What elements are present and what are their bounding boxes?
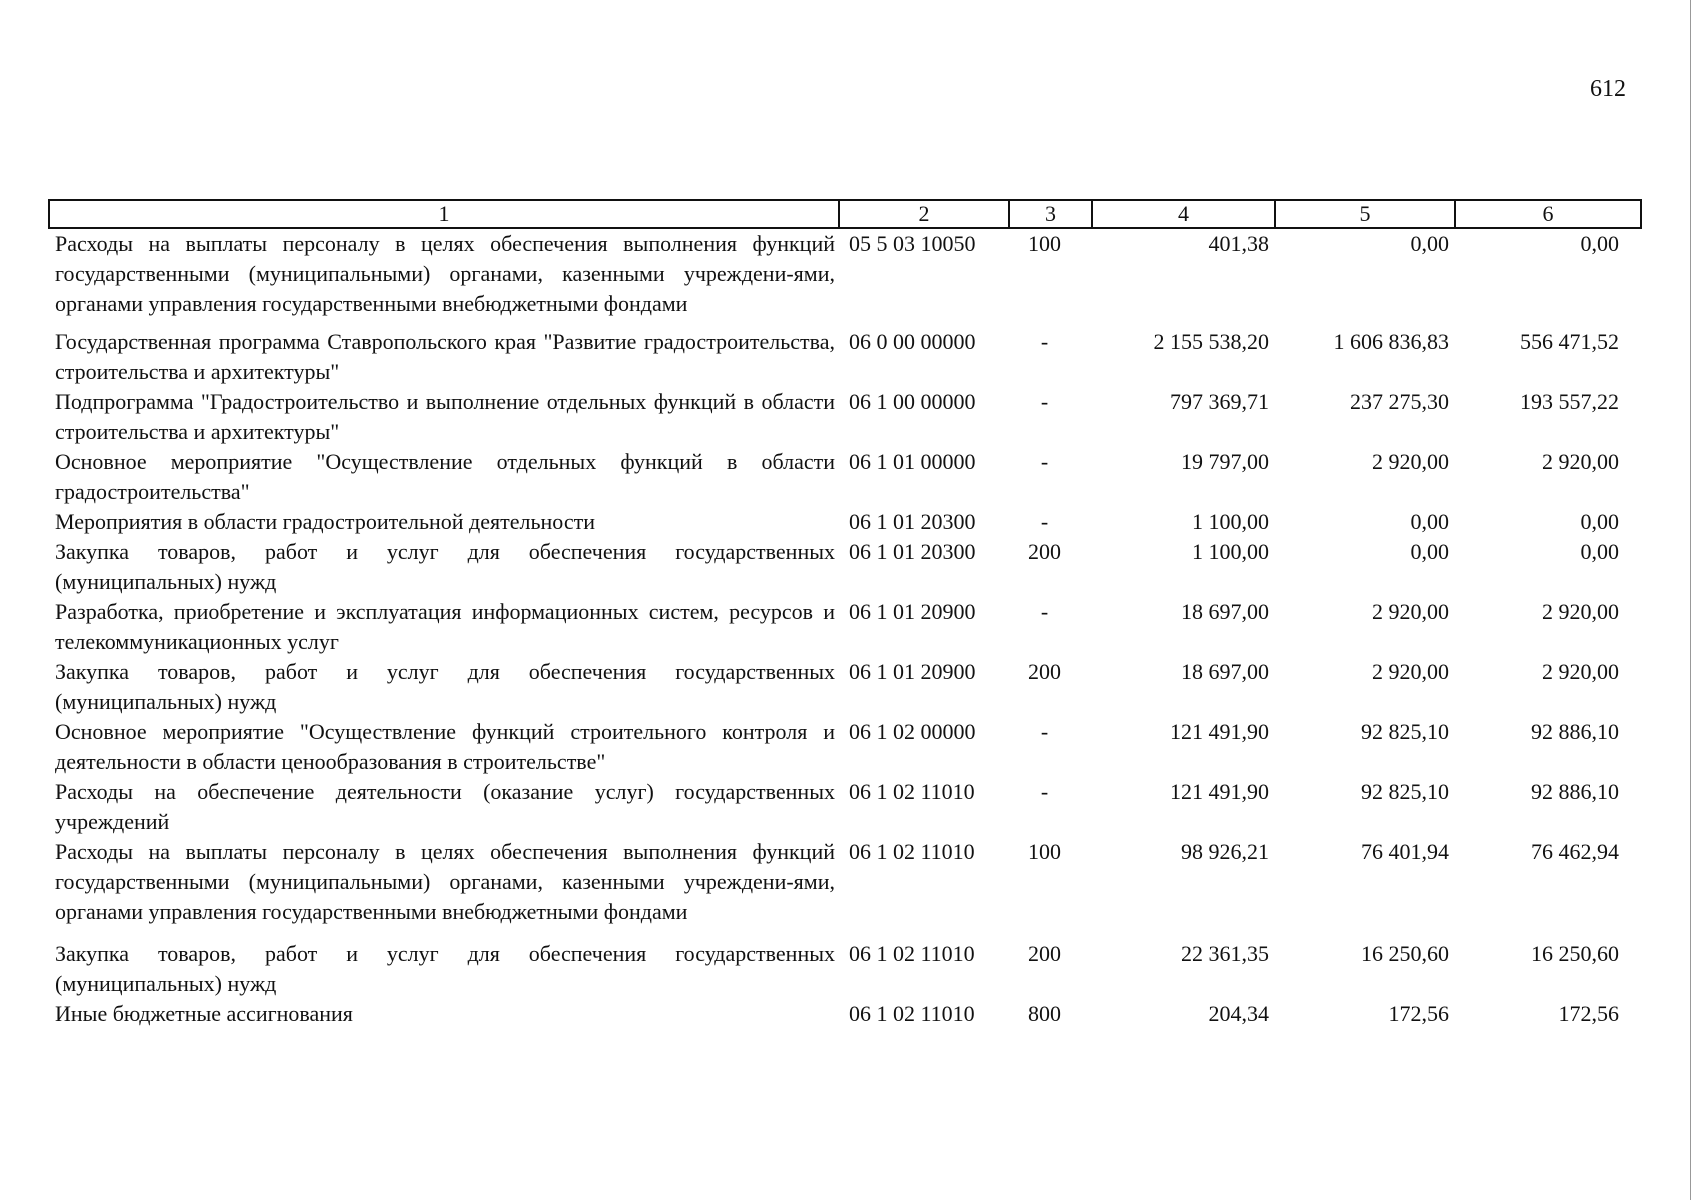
row-value-col4: 121 491,90 [1170, 719, 1269, 744]
row-expense-type: - [1040, 389, 1049, 414]
page-number: 612 [1590, 76, 1626, 102]
row-name: Государственная программа Ставропольского края "Развитие градостроительства, строительства и архитектуры" [55, 329, 835, 384]
row-name: Расходы на обеспечение деятельности (оказание услуг) государственных учреждений [55, 779, 835, 834]
row-value-col5: 16 250,60 [1361, 941, 1449, 966]
row-expense-type: - [1040, 509, 1049, 534]
row-code: 06 1 02 11010 [849, 779, 975, 804]
row-code: 06 1 01 20300 [849, 509, 976, 534]
table-row [49, 837, 1641, 927]
table-row [49, 537, 1641, 597]
row-code: 06 1 01 20900 [849, 659, 976, 684]
column-header-2: 2 [839, 200, 1009, 228]
table-row [49, 447, 1641, 507]
row-value-col5: 0,00 [1410, 539, 1449, 564]
row-expense-type: - [1040, 449, 1049, 474]
row-value-col4: 797 369,71 [1170, 389, 1269, 414]
row-code: 06 1 01 20900 [849, 599, 976, 624]
row-value-col6: 92 886,10 [1531, 719, 1619, 744]
row-value-col5: 2 920,00 [1372, 449, 1449, 474]
row-value-col4: 19 797,00 [1181, 449, 1269, 474]
row-value-col4: 401,38 [1208, 231, 1269, 256]
table-row [49, 387, 1641, 447]
row-value-col4: 18 697,00 [1181, 659, 1269, 684]
row-code: 06 1 00 00000 [849, 389, 976, 414]
row-code: 05 5 03 10050 [849, 231, 976, 256]
table-row [49, 597, 1641, 657]
row-value-col5: 237 275,30 [1350, 389, 1449, 414]
row-expense-type: - [1040, 779, 1049, 804]
row-name: Подпрограмма "Градостроительство и выполнение отдельных функций в области строительства и архитектуры" [55, 389, 835, 444]
row-value-col4: 18 697,00 [1181, 599, 1269, 624]
row-value-col5: 2 920,00 [1372, 659, 1449, 684]
table-row [49, 717, 1641, 777]
row-value-col5: 1 606 836,83 [1333, 329, 1449, 354]
row-value-col6: 92 886,10 [1531, 779, 1619, 804]
row-value-col5: 92 825,10 [1361, 719, 1449, 744]
row-value-col4: 2 155 538,20 [1153, 329, 1269, 354]
row-value-col6: 0,00 [1580, 509, 1619, 534]
row-value-col4: 98 926,21 [1181, 839, 1269, 864]
row-code: 06 1 02 11010 [849, 941, 975, 966]
column-header-4: 4 [1092, 200, 1275, 228]
row-value-col6: 172,56 [1558, 1001, 1619, 1026]
row-value-col6: 193 557,22 [1520, 389, 1619, 414]
row-expense-type: - [1040, 599, 1049, 624]
row-value-col6: 556 471,52 [1520, 329, 1619, 354]
column-header-5: 5 [1275, 200, 1455, 228]
column-header-1: 1 [49, 200, 839, 228]
row-value-col5: 0,00 [1410, 231, 1449, 256]
row-name: Разработка, приобретение и эксплуатация информационных систем, ресурсов и телекоммуникационных услуг [55, 599, 835, 654]
row-expense-type: - [1040, 719, 1049, 744]
row-value-col4: 22 361,35 [1181, 941, 1269, 966]
row-expense-type: 200 [1028, 941, 1061, 966]
row-code: 06 1 02 11010 [849, 1001, 975, 1026]
row-name: Мероприятия в области градостроительной деятельности [55, 509, 595, 534]
row-name: Иные бюджетные ассигнования [55, 1001, 353, 1026]
row-value-col4: 121 491,90 [1170, 779, 1269, 804]
row-expense-type: 200 [1028, 539, 1061, 564]
row-value-col6: 0,00 [1580, 539, 1619, 564]
budget-table [48, 199, 1642, 1029]
row-value-col5: 76 401,94 [1361, 839, 1449, 864]
column-header-3: 3 [1009, 200, 1092, 228]
row-expense-type: 200 [1028, 659, 1061, 684]
table-row [49, 927, 1641, 999]
row-name: Основное мероприятие "Осуществление функций строительного контроля и деятельности в области ценообразования в строительстве" [55, 719, 835, 774]
table-row [49, 507, 1641, 537]
row-code: 06 1 02 00000 [849, 719, 976, 744]
row-value-col6: 2 920,00 [1542, 449, 1619, 474]
row-code: 06 1 01 00000 [849, 449, 976, 474]
table-row [49, 319, 1641, 387]
row-value-col6: 76 462,94 [1531, 839, 1619, 864]
row-code: 06 0 00 00000 [849, 329, 976, 354]
row-code: 06 1 02 11010 [849, 839, 975, 864]
table-row [49, 777, 1641, 837]
table-row [49, 228, 1641, 319]
row-value-col5: 2 920,00 [1372, 599, 1449, 624]
row-value-col4: 1 100,00 [1192, 539, 1269, 564]
row-value-col5: 0,00 [1410, 509, 1449, 534]
row-expense-type: 100 [1028, 231, 1061, 256]
row-code: 06 1 01 20300 [849, 539, 976, 564]
table-header-row [49, 200, 1641, 228]
table-row [49, 657, 1641, 717]
row-expense-type: 100 [1028, 839, 1061, 864]
row-value-col5: 92 825,10 [1361, 779, 1449, 804]
row-name: Закупка товаров, работ и услуг для обеспечения государственных (муниципальных) нужд [55, 659, 835, 714]
table-row [49, 999, 1641, 1029]
row-name: Расходы на выплаты персоналу в целях обеспечения выполнения функций государственными (муниципальными) органами, казенными учреждени-ями, органами управления государственными внебюджетными фондами [55, 839, 835, 924]
column-header-6: 6 [1455, 200, 1641, 228]
page-edge-line [1690, 0, 1691, 1200]
row-name: Закупка товаров, работ и услуг для обеспечения государственных (муниципальных) нужд [55, 941, 835, 996]
row-expense-type: - [1040, 329, 1049, 354]
row-value-col6: 16 250,60 [1531, 941, 1619, 966]
row-name: Расходы на выплаты персоналу в целях обеспечения выполнения функций государственными (муниципальными) органами, казенными учреждени-ями, органами управления государственными внебюджетными фондами [55, 231, 835, 316]
row-value-col4: 204,34 [1208, 1001, 1269, 1026]
row-value-col6: 2 920,00 [1542, 599, 1619, 624]
row-name: Закупка товаров, работ и услуг для обеспечения государственных (муниципальных) нужд [55, 539, 835, 594]
row-name: Основное мероприятие "Осуществление отдельных функций в области градостроительства" [55, 449, 835, 504]
row-value-col6: 0,00 [1580, 231, 1619, 256]
row-value-col4: 1 100,00 [1192, 509, 1269, 534]
row-expense-type: 800 [1028, 1001, 1061, 1026]
row-value-col6: 2 920,00 [1542, 659, 1619, 684]
row-value-col5: 172,56 [1388, 1001, 1449, 1026]
